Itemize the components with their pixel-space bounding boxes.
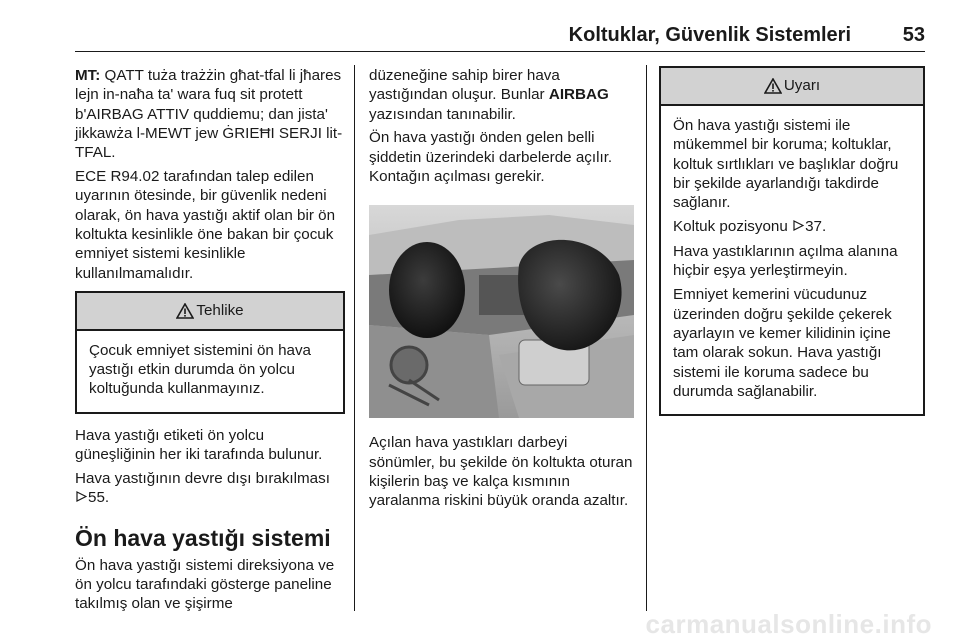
deactivation-text: Hava yastığının devre dışı bırakılması [75,469,330,487]
mt-paragraph [75,66,345,162]
page-number: 53 [902,24,925,46]
warning-box-body [661,106,923,414]
mt-text: QATT tuża trażżin għat-tfal li jħares lejn in-naħa ta' wara fuq sit protett b'AIRBAG ATTIV quddiemu; dan jista' jikkawża l-MEWT jew ĠRIEĦI SERJI lit-TFAL. [75,67,343,162]
deactivation-ref: 55. [88,489,110,507]
warning-box-title: Uyarı [783,77,821,95]
column-left [75,66,345,618]
warning-box [659,66,925,416]
continued-tail: yazısından tanınabilir. [369,105,516,123]
column-divider-2 [646,65,647,611]
caption-paragraph: Açılan hava yastıkları darbeyi sönümler, bu şekilde ön koltukta oturan kişilerin baş ve kalça kısmının yaralanma riskini büyük oranda azaltır. [369,434,633,510]
warning-p1: Ön hava yastığı sistemi ile mükemmel bir koruma; koltuklar, koltuk sırtlıkları ve başlıklar doğru bir şekilde ayarlandığı takdirde sağlanır. [673,117,899,212]
warning-p3: Hava yastıklarının açılma alanına hiçbir eşya yerleştirmeyin. [673,242,898,280]
warning-p2 [673,217,911,236]
section-intro: Ön hava yastığı sistemi direksiyona ve ön yolcu tarafındaki gösterge paneline takılmış olan ve şişirme [75,556,335,613]
mt-label: MT: [75,67,101,84]
danger-box [75,291,345,414]
danger-box-title: Tehlike [196,302,244,320]
warning-box-header [661,68,923,106]
continued-text: düzeneğine sahip birer hava yastığından oluşur. Bunlar [369,67,560,104]
column-middle [369,66,634,515]
warning-triangle-icon [176,303,194,319]
page-title: Koltuklar, Güvenlik Sistemleri [568,24,851,46]
danger-box-header [77,293,343,331]
header-divider [75,51,925,52]
section-heading: Ön hava yastığı sistemi [75,524,331,551]
warning-p4: Emniyet kemerini vücudunuz üzerinden doğru şekilde çekerek ayarlayın ve kemer kilidinin içine tam olarak sokun. Hava yastığı sistemi ile koruma sadece bu durumda sağlanabilir. [673,286,892,400]
page-header [75,24,925,50]
airbag-illustration [369,205,634,418]
label-paragraph: Hava yastığı etiketi ön yolcu güneşliğinin her iki tarafında bulunur. [75,426,323,464]
seat-position-ref: 37. [805,218,827,236]
column-divider-1 [354,65,355,611]
deploy-paragraph: Ön hava yastığı önden gelen belli şiddetin üzerindeki darbelerde açılır. Kontağın açılması gerekir. [369,129,613,186]
watermark-text: carmanualsonline.info [645,609,932,639]
danger-box-body [77,331,343,412]
ece-paragraph: ECE R94.02 tarafından talep edilen uyarının ötesinde, bir güvenlik nedeni olarak, ön hava yastığı aktif olan bir ön koltukta kesinlikle öne bakan bir çocuk emniyet sistemi kesinlikle kullanılmamalıdır. [75,168,336,282]
airbag-word: AIRBAG [548,86,609,104]
column-right [659,66,925,428]
warning-triangle-icon [764,78,782,94]
deactivation-paragraph [75,469,345,508]
page-reference-icon [793,220,804,231]
page-reference-icon [76,491,87,502]
continued-paragraph [369,66,634,124]
danger-box-text: Çocuk emniyet sistemini ön hava yastığı etkin durumda ön yolcu koltuğunda kullanmayınız. [89,341,312,398]
seat-position-text: Koltuk pozisyonu [673,218,788,236]
